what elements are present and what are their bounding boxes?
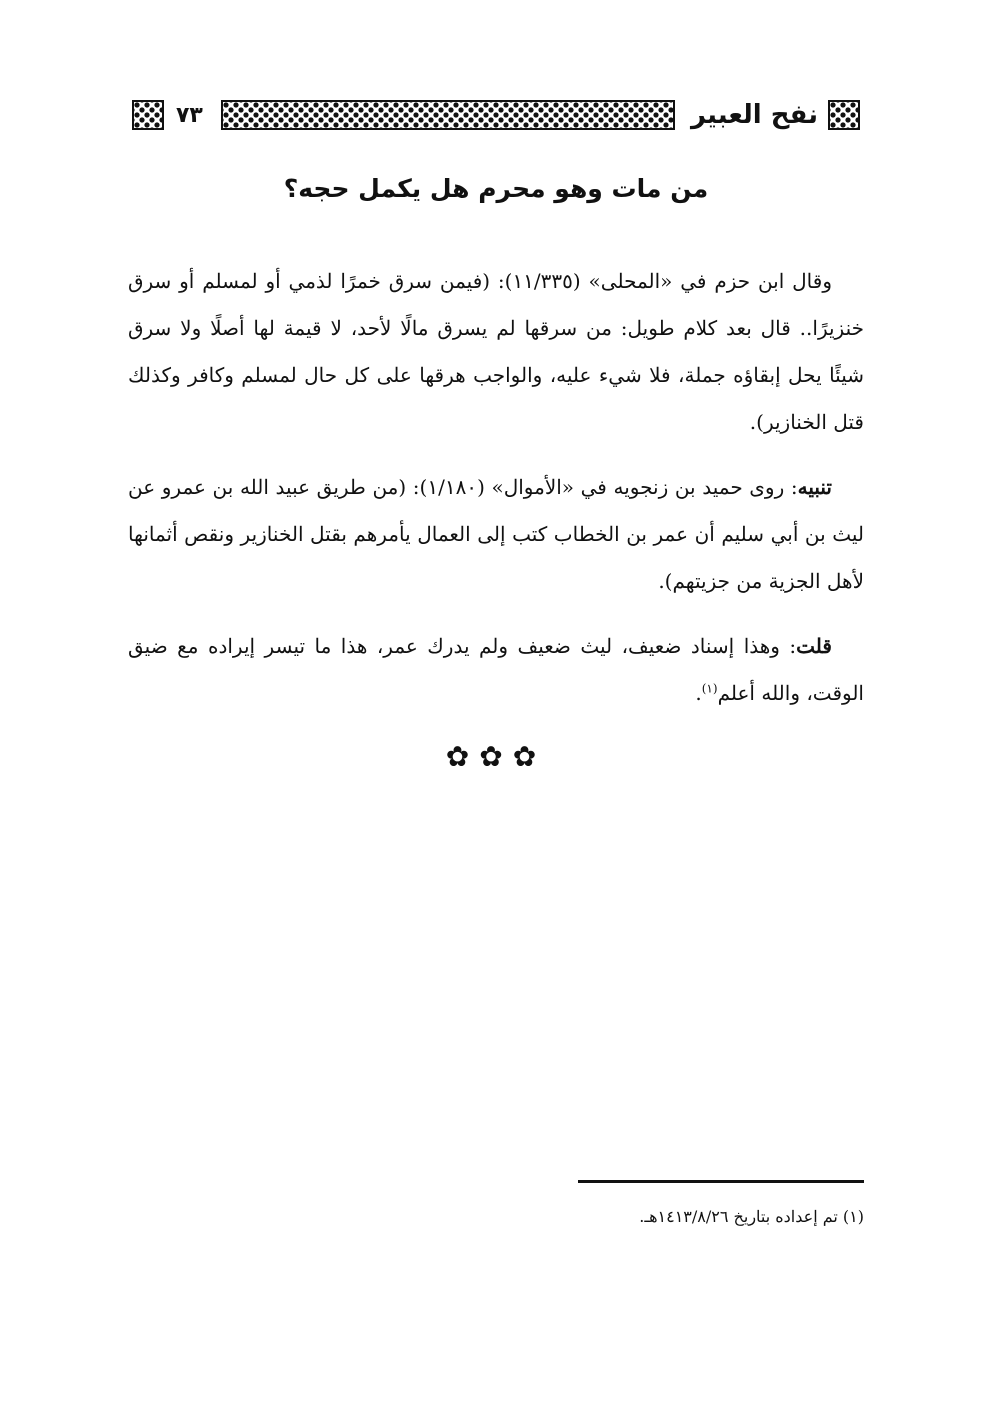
section-heading: من مات وهو محرم هل يكمل حجه؟ [283, 174, 709, 203]
paragraph-text: وقال ابن حزم في «المحلى» (١١/٣٣٥): (فيمن سرق خمرًا لذمي أو لمسلم أو سرق خنزيرًا.. قال بعد كلام طويل: من سرقها لم يسرق مالًا لأحد، لا قيمة لها أصلًا ولا سرق شيئًا يحل إبقاؤه جملة، فلا شيء عليه، والواجب هرقها على كل حال لمسلم وكافر وكذلك قتل الخنازير). [128, 269, 864, 434]
paragraph-text: : روى حميد بن زنجويه في «الأموال» (١/١٨٠): (من طريق عبيد الله بن عمرو عن ليث بن أبي سليم أن عمر بن الخطاب كتب إلى العمال يأمرهم بقتل الخنازير ونقص أثمانها لأهل الجزية من جزيتهم). [128, 475, 864, 593]
ornament-right [828, 100, 860, 130]
footnote: (١) تم إعداده بتاريخ ١٤١٣/٨/٢٦هـ. [639, 1207, 864, 1226]
paragraph-lead: تنبيه [797, 475, 832, 499]
section-separator: ✿✿✿ [445, 740, 547, 773]
running-header [128, 90, 864, 140]
paragraph [128, 258, 864, 446]
paragraph [128, 623, 864, 717]
footnote-rule [578, 1180, 864, 1183]
paragraph-lead: قلت [796, 634, 832, 658]
page-number: ٧٣ [176, 102, 203, 128]
ornament-band [221, 100, 675, 130]
ornament-left [132, 100, 164, 130]
paragraph-text: : وهذا إسناد ضعيف، ليث ضعيف ولم يدرك عمر، هذا ما تيسر إيراده مع ضيق الوقت، والله أعلم [128, 634, 864, 705]
footnote-ref[interactable]: (١) [701, 681, 718, 696]
paragraph-tail: . [695, 681, 702, 705]
book-title: نفح العبير [690, 100, 818, 130]
body-text [128, 258, 864, 735]
paragraph [128, 464, 864, 605]
